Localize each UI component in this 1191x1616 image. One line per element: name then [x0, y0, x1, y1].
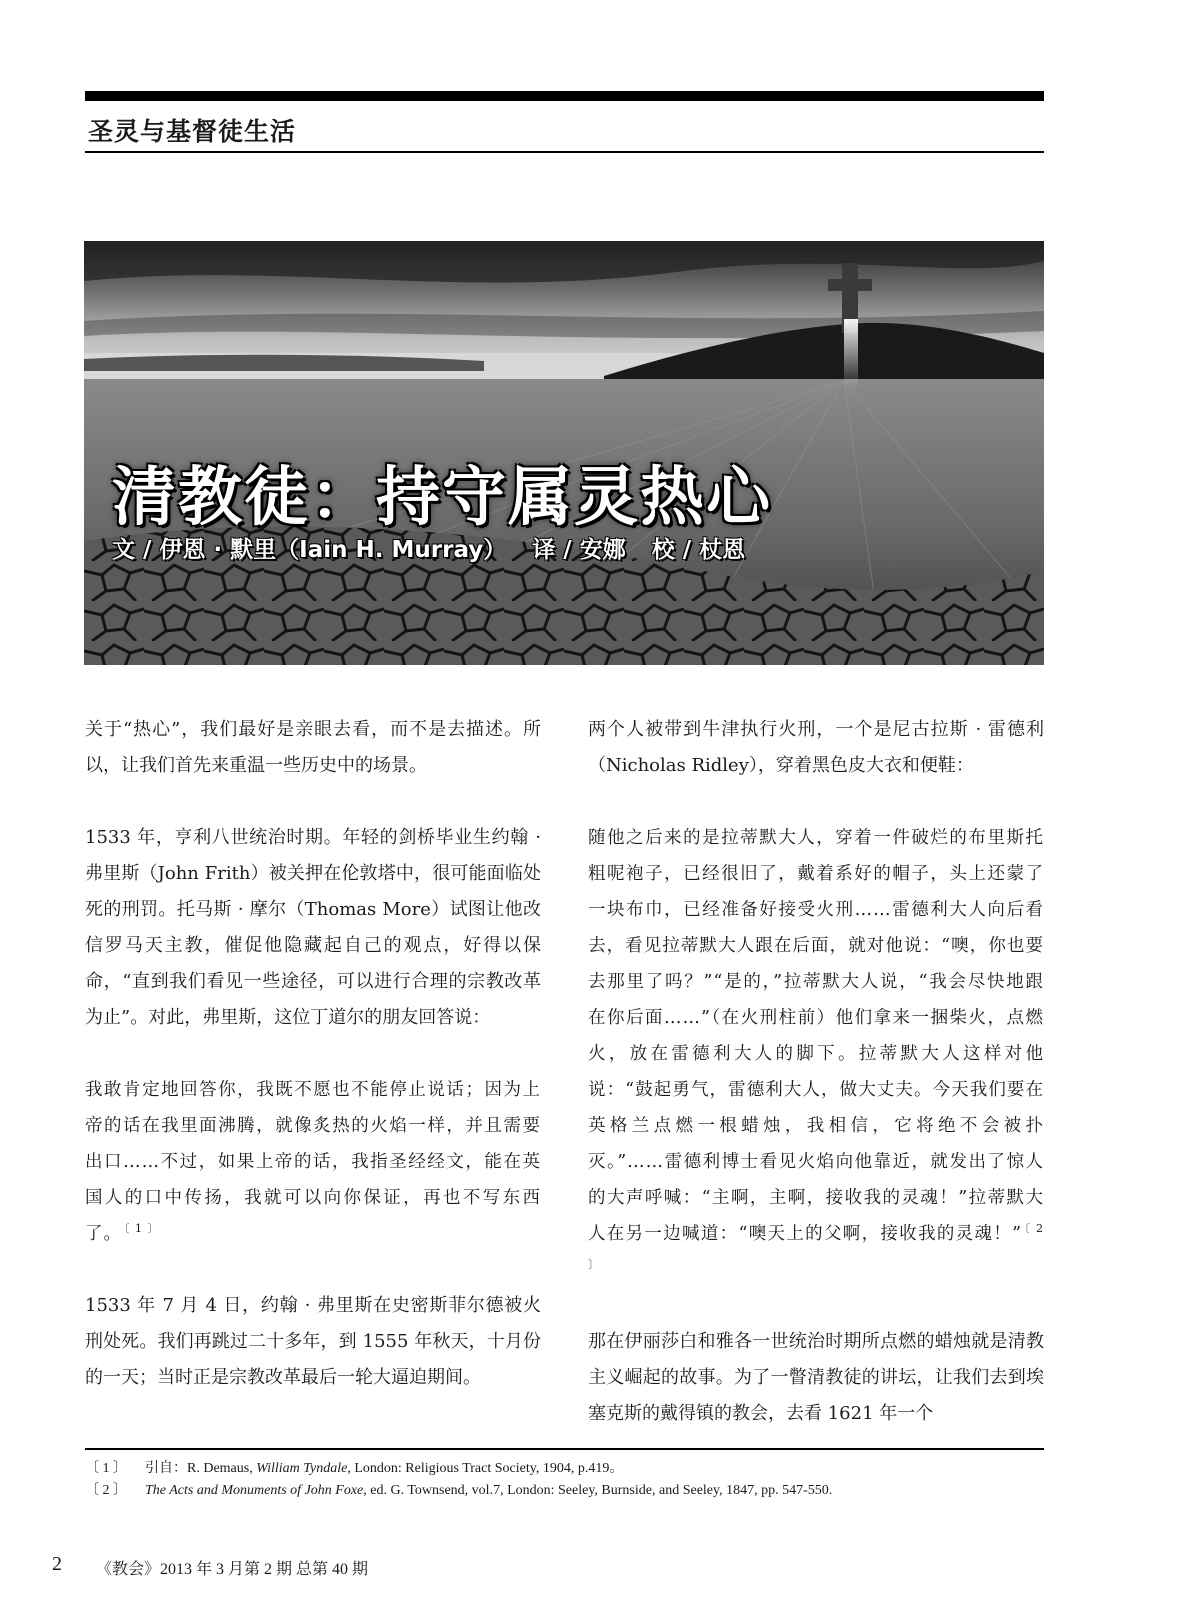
quote-text: 随他之后来的是拉蒂默大人，穿着一件破烂的布里斯托粗呢袍子，已经很旧了，戴着系好的帽子，头上还蒙了一块布巾，已经准备好接受火刑……雷德利大人向后看去，看见拉蒂默大人跟在后面，就对他说：“噢，你也要去那里了吗？”“是的，”拉蒂默大人说，“我会尽快地跟在你后面……”（在火刑柱前）他们拿来一捆柴火，点燃火，放在雷德利大人的脚下。拉蒂默大人这样对他说：“鼓起勇气，雷德利大人，做大丈夫。今天我们要在英格兰点燃一根蜡烛，我相信，它将绝不会被扑灭。”……雷德利博士看见火焰向他靠近，就发出了惊人的大声呼喊：“主啊，主啊，接收我的灵魂！”拉蒂默大人在另一边喊道：“噢天上的父啊，接收我的灵魂！”	[588, 828, 1044, 1244]
paragraph: 那在伊丽莎白和雅各一世统治时期所点燃的蜡烛就是清教主义崛起的故事。为了一瞥清教徒的讲坛，让我们去到埃塞克斯的戴得镇的教会，去看 1621 年一个	[588, 1331, 1044, 1424]
left-column	[85, 712, 541, 1396]
footnote-text: 引自：R. Demaus, William Tyndale, London: Religious Tract Society, 1904, p.419。	[145, 1461, 624, 1476]
paragraph: 两个人被带到牛津执行火刑，一个是尼古拉斯 · 雷德利（Nicholas Ridley），穿着黑色皮大衣和便鞋：	[588, 719, 1044, 776]
footnote-number: 〔 1 〕	[85, 1461, 127, 1476]
footnote	[85, 1458, 1044, 1480]
footnote-rule	[85, 1448, 1044, 1450]
paragraph: 1533 年 7 月 4 日，约翰 · 弗里斯在史密斯菲尔德被火刑处死。我们再跳过二十多年，到 1555 年秋天，十月份的一天；当时正是宗教改革最后一轮大逼迫期间。	[85, 1295, 541, 1388]
section-rule	[85, 151, 1044, 153]
quote-text: 我敢肯定地回答你，我既不愿也不能停止说话；因为上帝的话在我里面沸腾，就像炙热的火焰一样，并且需要出口……不过，如果上帝的话，我指圣经经文，能在英国人的口中传扬，我就可以向你保证，再也不写东西了。	[85, 1080, 541, 1244]
footnote-text: The Acts and Monuments of John Foxe, ed. G. Townsend, vol.7, London: Seeley, Burnside, and Seeley, 1847, pp. 547-550.	[145, 1483, 833, 1498]
top-rule	[85, 91, 1044, 101]
reviewer-credit: 校 / 杖恩	[651, 537, 746, 563]
article-byline	[112, 531, 763, 564]
article-title: 清教徒：持守属灵热心	[112, 461, 772, 535]
footnote-number: 〔 2 〕	[85, 1483, 127, 1498]
hero-banner	[84, 241, 1044, 665]
page-number: 2	[52, 1553, 62, 1575]
footnote-ref[interactable]: 〔 2 〕	[588, 1222, 1044, 1272]
footnote-ref[interactable]: 〔 1 〕	[124, 1222, 160, 1236]
paragraph: 关于“热心”，我们最好是亲眼去看，而不是去描述。所以，让我们首先来重温一些历史中的场景。	[85, 719, 541, 776]
translator-credit: 译 / 安娜	[532, 537, 626, 563]
paragraph: 1533 年，亨利八世统治时期。年轻的剑桥毕业生约翰 · 弗里斯（John Frith）被关押在伦敦塔中，很可能面临处死的刑罚。托马斯 · 摩尔（Thomas More）试图让他改信罗马天主教，催促他隐藏起自己的观点，好得以保命，“直到我们看见一些途径，可以进行合理的宗教改革为止”。对此，弗里斯，这位丁道尔的朋友回答说：	[85, 827, 541, 1028]
footnotes	[85, 1458, 1044, 1502]
author-credit: 文 / 伊恩 · 默里（Iain H. Murray）	[112, 537, 507, 563]
block-quote	[588, 820, 1044, 1288]
journal-info: 《教会》2013 年 3 月第 2 期 总第 40 期	[96, 1561, 369, 1578]
footnote-work-title: The Acts and Monuments of John Foxe	[145, 1483, 364, 1498]
footnote-work-title: William Tyndale	[256, 1461, 348, 1476]
block-quote	[85, 1072, 541, 1252]
footnote	[85, 1480, 1044, 1502]
right-column	[588, 712, 1044, 1432]
section-title: 圣灵与基督徒生活	[88, 117, 297, 146]
